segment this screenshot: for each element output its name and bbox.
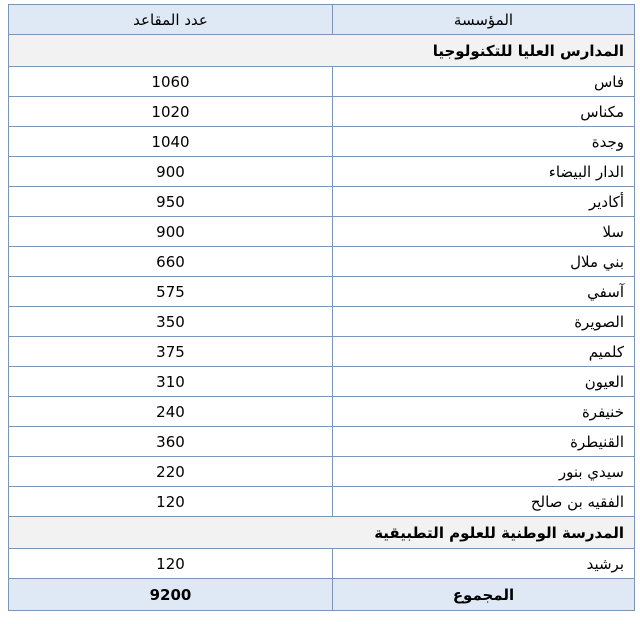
group-title: المدارس العليا للتكنولوجيا: [9, 35, 635, 67]
table-row: [9, 397, 635, 427]
institution-cell: وجدة: [333, 127, 635, 157]
seats-cell: 375: [9, 337, 333, 367]
institution-cell: كلميم: [333, 337, 635, 367]
seats-cell: 120: [9, 487, 333, 517]
seats-cell: 575: [9, 277, 333, 307]
seats-cell: 310: [9, 367, 333, 397]
institution-cell: سلا: [333, 217, 635, 247]
institution-cell: آسفي: [333, 277, 635, 307]
column-header-institution: المؤسسة: [333, 5, 635, 35]
table-row: [9, 337, 635, 367]
total-label: المجموع: [333, 579, 635, 611]
seats-cell: 950: [9, 187, 333, 217]
institution-cell: برشيد: [333, 549, 635, 579]
seats-cell: 1060: [9, 67, 333, 97]
seats-cell: 120: [9, 549, 333, 579]
seats-cell: 1040: [9, 127, 333, 157]
institution-cell: الدار البيضاء: [333, 157, 635, 187]
group-header-row: [9, 35, 635, 67]
seats-cell: 350: [9, 307, 333, 337]
table-row: [9, 277, 635, 307]
table-row: [9, 307, 635, 337]
seats-cell: 900: [9, 157, 333, 187]
institution-cell: بني ملال: [333, 247, 635, 277]
seats-cell: 1020: [9, 97, 333, 127]
table-row: [9, 427, 635, 457]
institution-cell: الصويرة: [333, 307, 635, 337]
institution-cell: القنيطرة: [333, 427, 635, 457]
table-row: [9, 367, 635, 397]
table-row: [9, 187, 635, 217]
group-title: المدرسة الوطنية للعلوم التطبيقية: [9, 517, 635, 549]
table-row: [9, 127, 635, 157]
table-row: [9, 549, 635, 579]
table-header-row: [9, 5, 635, 35]
institution-cell: فاس: [333, 67, 635, 97]
institution-cell: الفقيه بن صالح: [333, 487, 635, 517]
column-header-seats: عدد المقاعد: [9, 5, 333, 35]
seats-table: [8, 4, 635, 611]
group-header-row: [9, 517, 635, 549]
table-row: [9, 247, 635, 277]
institution-cell: خنيفرة: [333, 397, 635, 427]
seats-cell: 240: [9, 397, 333, 427]
table-row: [9, 217, 635, 247]
seats-cell: 220: [9, 457, 333, 487]
institution-cell: أكادير: [333, 187, 635, 217]
total-row: [9, 579, 635, 611]
table-row: [9, 97, 635, 127]
seats-cell: 360: [9, 427, 333, 457]
table-body: [9, 35, 635, 579]
table-row: [9, 487, 635, 517]
table-row: [9, 67, 635, 97]
institution-cell: مكناس: [333, 97, 635, 127]
seats-cell: 660: [9, 247, 333, 277]
table-row: [9, 457, 635, 487]
institution-cell: سيدي بنور: [333, 457, 635, 487]
table-row: [9, 157, 635, 187]
total-value: 9200: [9, 579, 333, 611]
seats-cell: 900: [9, 217, 333, 247]
institution-cell: العيون: [333, 367, 635, 397]
